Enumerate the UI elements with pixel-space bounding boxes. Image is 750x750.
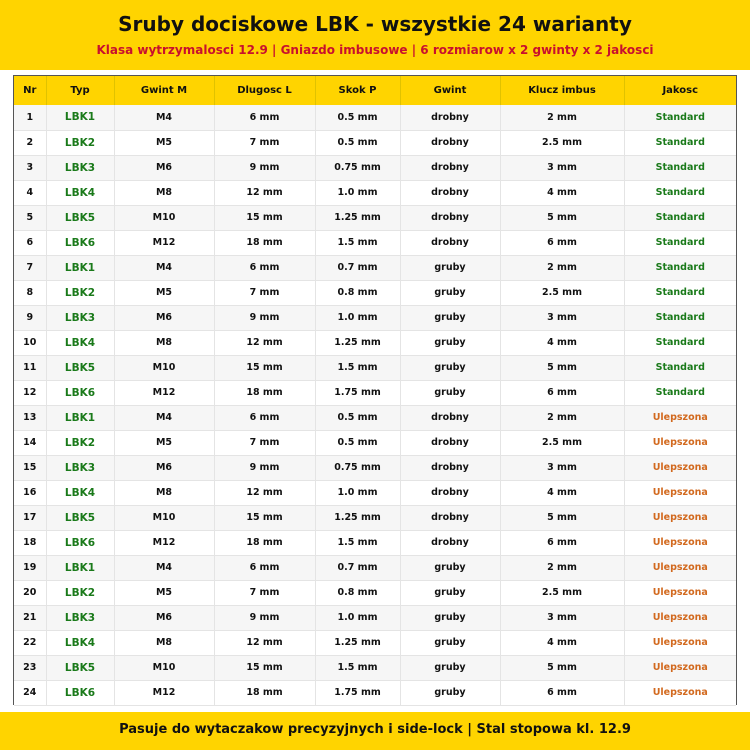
header-banner [0, 0, 750, 70]
cell-dlugosc: 9 mm [214, 305, 315, 330]
cell-nr: 3 [14, 155, 46, 180]
cell-skok: 0.5 mm [315, 405, 400, 430]
cell-skok: 0.7 mm [315, 555, 400, 580]
cell-nr: 2 [14, 130, 46, 155]
cell-typ: LBK5 [46, 505, 114, 530]
cell-nr: 21 [14, 605, 46, 630]
cell-skok: 1.25 mm [315, 205, 400, 230]
cell-nr: 10 [14, 330, 46, 355]
cell-klucz: 5 mm [500, 355, 624, 380]
table-row [14, 555, 736, 580]
cell-skok: 0.8 mm [315, 580, 400, 605]
cell-jakosc: Standard [624, 355, 736, 380]
cell-skok: 1.5 mm [315, 355, 400, 380]
table-row [14, 255, 736, 280]
cell-typ: LBK5 [46, 355, 114, 380]
cell-gwint: gruby [400, 330, 500, 355]
footer-text: Pasuje do wytaczakow precyzyjnych i side-lock | Stal stopowa kl. 12.9 [119, 722, 631, 737]
table-body [14, 105, 736, 705]
cell-jakosc: Ulepszona [624, 680, 736, 705]
cell-gwint-m: M12 [114, 230, 214, 255]
cell-gwint: gruby [400, 680, 500, 705]
cell-nr: 9 [14, 305, 46, 330]
cell-skok: 1.75 mm [315, 680, 400, 705]
column-header-jakosc: Jakosc [662, 85, 699, 96]
table-row [14, 205, 736, 230]
cell-klucz: 2.5 mm [500, 130, 624, 155]
cell-klucz: 4 mm [500, 480, 624, 505]
cell-gwint-m: M4 [114, 105, 214, 130]
cell-skok: 0.5 mm [315, 105, 400, 130]
table-row [14, 430, 736, 455]
cell-gwint: drobny [400, 455, 500, 480]
cell-skok: 0.5 mm [315, 430, 400, 455]
cell-skok: 1.5 mm [315, 530, 400, 555]
cell-dlugosc: 9 mm [214, 155, 315, 180]
cell-dlugosc: 15 mm [214, 205, 315, 230]
table-row [14, 455, 736, 480]
cell-typ: LBK1 [46, 105, 114, 130]
cell-klucz: 5 mm [500, 205, 624, 230]
cell-nr: 16 [14, 480, 46, 505]
cell-gwint-m: M5 [114, 130, 214, 155]
table-row [14, 580, 736, 605]
cell-gwint: drobny [400, 405, 500, 430]
cell-dlugosc: 7 mm [214, 280, 315, 305]
cell-typ: LBK2 [46, 280, 114, 305]
cell-gwint-m: M8 [114, 330, 214, 355]
cell-klucz: 2 mm [500, 105, 624, 130]
cell-gwint: drobny [400, 105, 500, 130]
table-row [14, 280, 736, 305]
page-title: Sruby dociskowe LBK - wszystkie 24 warianty [118, 12, 632, 36]
cell-jakosc: Standard [624, 180, 736, 205]
cell-gwint-m: M10 [114, 355, 214, 380]
table-row [14, 355, 736, 380]
cell-gwint-m: M5 [114, 280, 214, 305]
cell-dlugosc: 15 mm [214, 655, 315, 680]
cell-nr: 7 [14, 255, 46, 280]
cell-gwint-m: M12 [114, 530, 214, 555]
table-row [14, 105, 736, 130]
cell-gwint-m: M8 [114, 630, 214, 655]
cell-klucz: 6 mm [500, 530, 624, 555]
table-row [14, 680, 736, 705]
cell-typ: LBK3 [46, 605, 114, 630]
cell-jakosc: Ulepszona [624, 655, 736, 680]
table-row [14, 530, 736, 555]
cell-nr: 1 [14, 105, 46, 130]
cell-jakosc: Standard [624, 305, 736, 330]
cell-jakosc: Standard [624, 205, 736, 230]
cell-gwint: gruby [400, 605, 500, 630]
table-row [14, 130, 736, 155]
cell-klucz: 3 mm [500, 455, 624, 480]
cell-jakosc: Standard [624, 105, 736, 130]
cell-jakosc: Ulepszona [624, 605, 736, 630]
cell-gwint-m: M10 [114, 505, 214, 530]
column-header-dlugosc: Dlugosc L [214, 76, 315, 105]
column-header-klucz: Klucz imbus [500, 76, 624, 105]
cell-dlugosc: 18 mm [214, 530, 315, 555]
cell-skok: 0.8 mm [315, 280, 400, 305]
cell-skok: 1.0 mm [315, 480, 400, 505]
page-subtitle: Klasa wytrzymalosci 12.9 | Gniazdo imbusowe | 6 rozmiarow x 2 gwinty x 2 jakosci [96, 43, 654, 57]
cell-typ: LBK1 [46, 405, 114, 430]
cell-gwint: drobny [400, 180, 500, 205]
cell-gwint-m: M12 [114, 380, 214, 405]
cell-gwint: drobny [400, 130, 500, 155]
cell-gwint-m: M6 [114, 455, 214, 480]
table-row [14, 330, 736, 355]
cell-dlugosc: 6 mm [214, 405, 315, 430]
cell-typ: LBK1 [46, 255, 114, 280]
cell-gwint: drobny [400, 155, 500, 180]
cell-nr: 22 [14, 630, 46, 655]
cell-typ: LBK4 [46, 480, 114, 505]
cell-dlugosc: 12 mm [214, 630, 315, 655]
cell-nr: 20 [14, 580, 46, 605]
cell-nr: 18 [14, 530, 46, 555]
cell-dlugosc: 15 mm [214, 355, 315, 380]
cell-typ: LBK5 [46, 205, 114, 230]
cell-typ: LBK3 [46, 455, 114, 480]
cell-gwint-m: M4 [114, 555, 214, 580]
cell-nr: 11 [14, 355, 46, 380]
cell-gwint-m: M8 [114, 180, 214, 205]
cell-nr: 13 [14, 405, 46, 430]
cell-gwint: gruby [400, 355, 500, 380]
cell-gwint: gruby [400, 305, 500, 330]
cell-jakosc: Standard [624, 280, 736, 305]
cell-dlugosc: 6 mm [214, 555, 315, 580]
cell-typ: LBK1 [46, 555, 114, 580]
table-row [14, 305, 736, 330]
column-header-skok: Skok P [315, 76, 400, 105]
cell-gwint: gruby [400, 630, 500, 655]
cell-nr: 14 [14, 430, 46, 455]
cell-gwint: drobny [400, 230, 500, 255]
cell-klucz: 2.5 mm [500, 280, 624, 305]
cell-dlugosc: 18 mm [214, 380, 315, 405]
cell-gwint-m: M10 [114, 655, 214, 680]
cell-dlugosc: 6 mm [214, 255, 315, 280]
cell-typ: LBK4 [46, 330, 114, 355]
cell-dlugosc: 12 mm [214, 330, 315, 355]
cell-jakosc: Ulepszona [624, 505, 736, 530]
cell-gwint: gruby [400, 555, 500, 580]
cell-gwint: gruby [400, 380, 500, 405]
cell-skok: 0.7 mm [315, 255, 400, 280]
column-header-gwint-m: Gwint M [114, 76, 214, 105]
table-row [14, 630, 736, 655]
cell-typ: LBK2 [46, 580, 114, 605]
cell-dlugosc: 9 mm [214, 605, 315, 630]
cell-typ: LBK5 [46, 655, 114, 680]
cell-klucz: 3 mm [500, 155, 624, 180]
cell-dlugosc: 15 mm [214, 505, 315, 530]
cell-nr: 17 [14, 505, 46, 530]
cell-klucz: 2.5 mm [500, 580, 624, 605]
cell-skok: 1.25 mm [315, 505, 400, 530]
table-row [14, 155, 736, 180]
cell-dlugosc: 18 mm [214, 680, 315, 705]
cell-klucz: 5 mm [500, 505, 624, 530]
cell-dlugosc: 12 mm [214, 480, 315, 505]
cell-nr: 15 [14, 455, 46, 480]
cell-skok: 1.75 mm [315, 380, 400, 405]
cell-nr: 24 [14, 680, 46, 705]
table-row [14, 180, 736, 205]
cell-klucz: 2 mm [500, 405, 624, 430]
cell-gwint-m: M5 [114, 430, 214, 455]
cell-jakosc: Standard [624, 155, 736, 180]
cell-klucz: 6 mm [500, 380, 624, 405]
cell-typ: LBK4 [46, 180, 114, 205]
cell-dlugosc: 7 mm [214, 430, 315, 455]
cell-typ: LBK6 [46, 380, 114, 405]
cell-gwint: gruby [400, 280, 500, 305]
cell-klucz: 2.5 mm [500, 430, 624, 455]
cell-nr: 23 [14, 655, 46, 680]
cell-gwint-m: M8 [114, 480, 214, 505]
cell-jakosc: Ulepszona [624, 555, 736, 580]
table-row [14, 230, 736, 255]
cell-gwint: gruby [400, 655, 500, 680]
cell-jakosc: Ulepszona [624, 480, 736, 505]
cell-dlugosc: 18 mm [214, 230, 315, 255]
cell-klucz: 2 mm [500, 555, 624, 580]
cell-skok: 1.5 mm [315, 230, 400, 255]
cell-gwint: drobny [400, 530, 500, 555]
cell-klucz: 3 mm [500, 605, 624, 630]
table-row [14, 480, 736, 505]
column-header-gwint: Gwint [400, 76, 500, 105]
cell-klucz: 4 mm [500, 330, 624, 355]
cell-typ: LBK6 [46, 680, 114, 705]
cell-skok: 1.0 mm [315, 605, 400, 630]
cell-klucz: 4 mm [500, 180, 624, 205]
cell-gwint-m: M5 [114, 580, 214, 605]
cell-skok: 1.25 mm [315, 330, 400, 355]
cell-klucz: 2 mm [500, 255, 624, 280]
cell-nr: 5 [14, 205, 46, 230]
cell-klucz: 5 mm [500, 655, 624, 680]
cell-typ: LBK4 [46, 630, 114, 655]
cell-gwint-m: M10 [114, 205, 214, 230]
column-header-nr: Nr [14, 76, 46, 105]
cell-typ: LBK6 [46, 230, 114, 255]
cell-gwint: drobny [400, 505, 500, 530]
cell-dlugosc: 12 mm [214, 180, 315, 205]
cell-typ: LBK2 [46, 430, 114, 455]
cell-skok: 0.5 mm [315, 130, 400, 155]
cell-nr: 12 [14, 380, 46, 405]
cell-nr: 19 [14, 555, 46, 580]
cell-nr: 8 [14, 280, 46, 305]
cell-gwint-m: M6 [114, 155, 214, 180]
cell-jakosc: Ulepszona [624, 405, 736, 430]
variants-table-container [13, 75, 737, 705]
cell-skok: 1.0 mm [315, 180, 400, 205]
cell-klucz: 3 mm [500, 305, 624, 330]
cell-nr: 6 [14, 230, 46, 255]
cell-jakosc: Ulepszona [624, 530, 736, 555]
cell-jakosc: Standard [624, 330, 736, 355]
cell-nr: 4 [14, 180, 46, 205]
table-header-row [14, 76, 736, 105]
cell-jakosc: Ulepszona [624, 630, 736, 655]
cell-klucz: 6 mm [500, 230, 624, 255]
cell-klucz: 6 mm [500, 680, 624, 705]
cell-jakosc: Ulepszona [624, 455, 736, 480]
footer-banner [0, 712, 750, 750]
table-row [14, 380, 736, 405]
cell-typ: LBK6 [46, 530, 114, 555]
table-row [14, 605, 736, 630]
cell-klucz: 4 mm [500, 630, 624, 655]
cell-gwint: drobny [400, 430, 500, 455]
cell-gwint: gruby [400, 580, 500, 605]
cell-jakosc: Standard [624, 255, 736, 280]
cell-jakosc: Ulepszona [624, 430, 736, 455]
cell-gwint-m: M6 [114, 305, 214, 330]
cell-typ: LBK2 [46, 130, 114, 155]
cell-gwint: drobny [400, 205, 500, 230]
cell-jakosc: Ulepszona [624, 580, 736, 605]
cell-gwint-m: M12 [114, 680, 214, 705]
cell-jakosc: Standard [624, 380, 736, 405]
column-header-typ: Typ [46, 76, 114, 105]
cell-gwint-m: M4 [114, 255, 214, 280]
cell-skok: 0.75 mm [315, 455, 400, 480]
cell-dlugosc: 7 mm [214, 580, 315, 605]
cell-jakosc: Standard [624, 230, 736, 255]
variants-table [14, 76, 736, 706]
cell-dlugosc: 9 mm [214, 455, 315, 480]
cell-gwint: drobny [400, 480, 500, 505]
cell-typ: LBK3 [46, 305, 114, 330]
cell-dlugosc: 7 mm [214, 130, 315, 155]
table-row [14, 405, 736, 430]
cell-typ: LBK3 [46, 155, 114, 180]
cell-gwint: gruby [400, 255, 500, 280]
cell-dlugosc: 6 mm [214, 105, 315, 130]
table-row [14, 505, 736, 530]
cell-gwint-m: M6 [114, 605, 214, 630]
cell-jakosc: Standard [624, 130, 736, 155]
cell-skok: 1.0 mm [315, 305, 400, 330]
table-row [14, 655, 736, 680]
cell-skok: 1.25 mm [315, 630, 400, 655]
cell-gwint-m: M4 [114, 405, 214, 430]
cell-skok: 0.75 mm [315, 155, 400, 180]
cell-skok: 1.5 mm [315, 655, 400, 680]
